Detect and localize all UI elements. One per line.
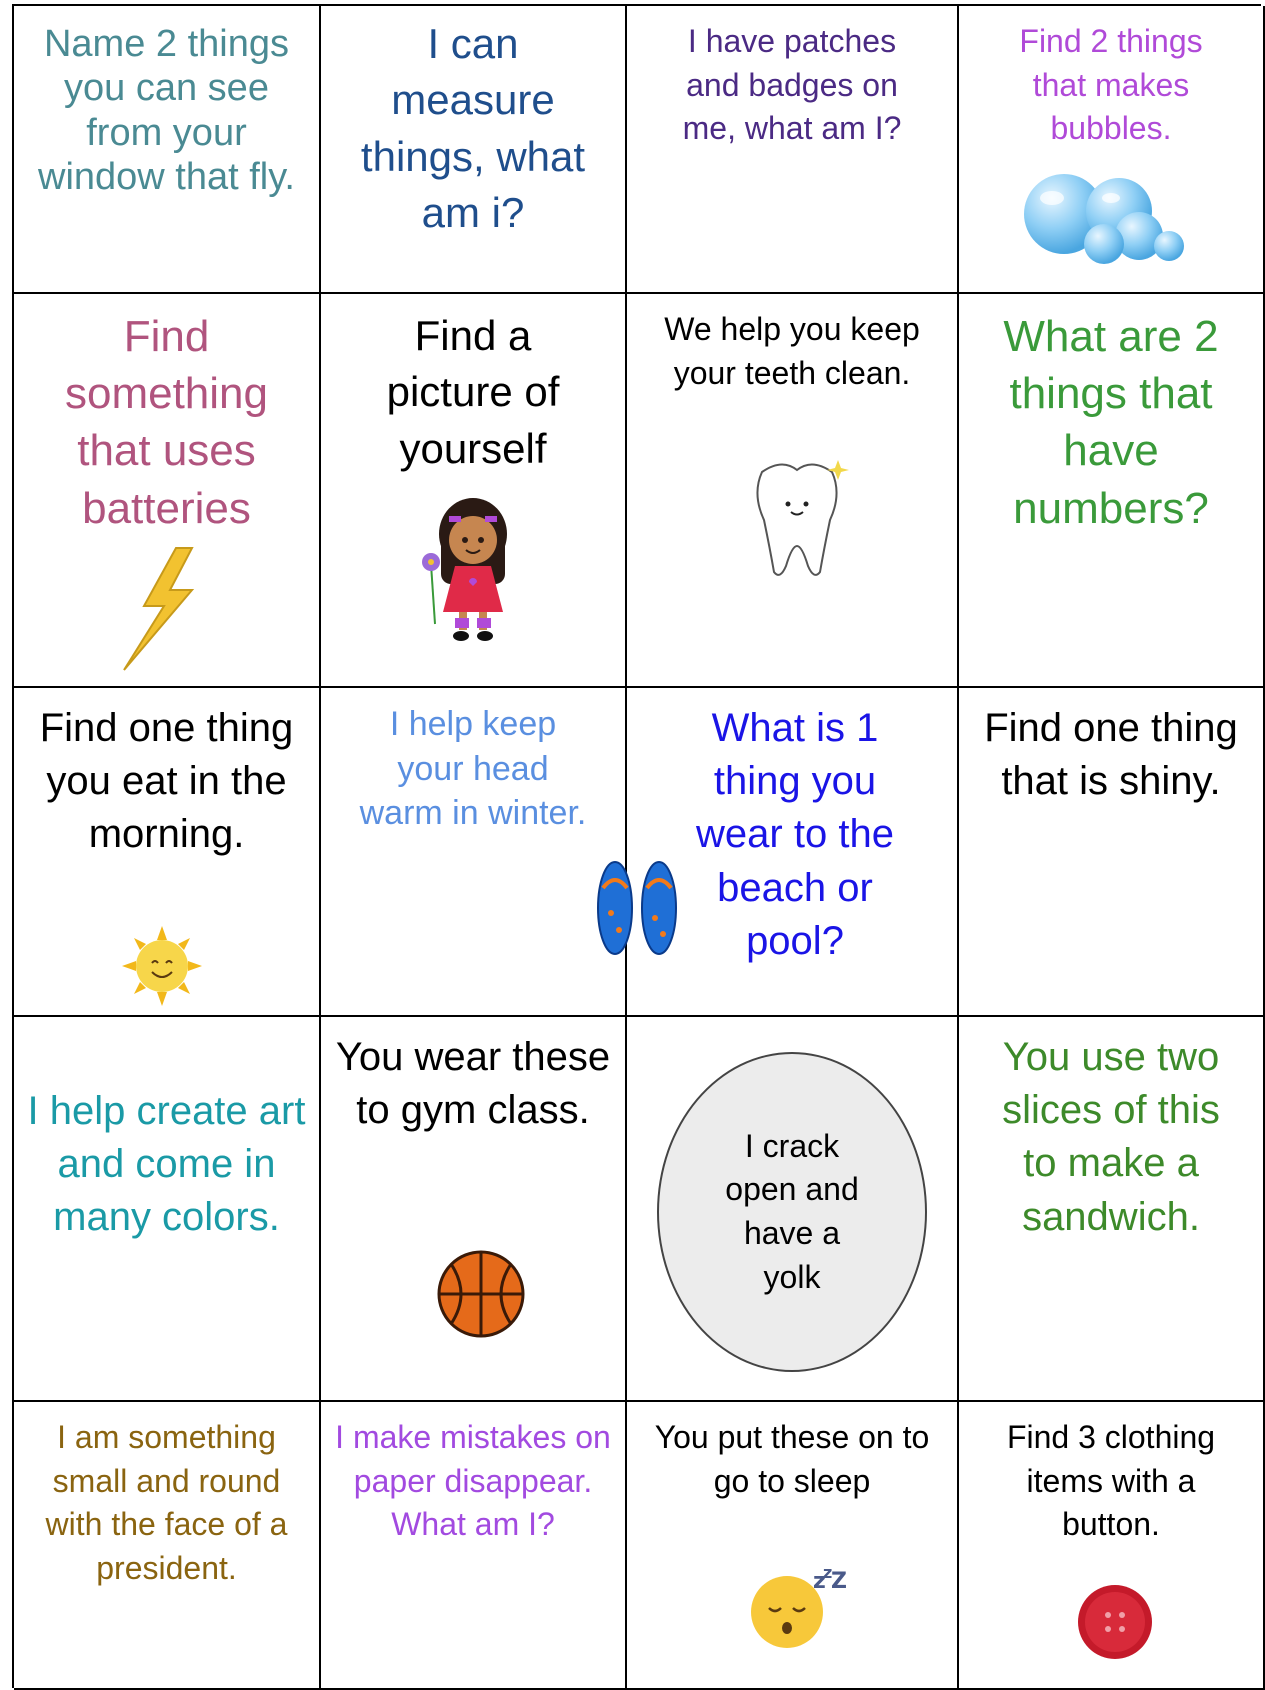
card-numbers (959, 294, 1265, 688)
card-crayons (14, 1017, 321, 1402)
card-text: We help you keep your teeth clean. (664, 311, 920, 391)
flip-flops-icon (593, 858, 683, 958)
sleeping-face-icon (745, 1562, 845, 1652)
card-egg (627, 1017, 959, 1402)
basketball-icon (436, 1249, 526, 1339)
card-text: I make mistakes on paper disappear. What am I? (335, 1419, 611, 1543)
card-text: I help create art and come in many colors. (27, 1089, 306, 1240)
card-ruler (321, 6, 627, 294)
girl-icon (411, 494, 531, 644)
card-toothbrush (627, 294, 959, 688)
card-birds (14, 6, 321, 294)
lightning-bolt-icon (114, 544, 204, 674)
sun-icon (122, 926, 202, 1006)
svg-text:z: z (823, 1563, 833, 1582)
card-bubbles (959, 6, 1265, 294)
card-text: I have patches and badges on me, what am I? (682, 23, 902, 147)
card-text: Find 2 things that makes bubbles. (1019, 23, 1203, 147)
card-text: Find something that uses batteries (64, 312, 268, 533)
svg-text:z: z (813, 1569, 826, 1594)
card-text: You wear these to gym class. (335, 1035, 611, 1133)
egg-oval (657, 1052, 927, 1372)
card-text: Find a picture of yourself (386, 312, 560, 472)
card-text: Find 3 clothing items with a button. (1006, 1419, 1216, 1543)
card-text: I help keep your head warm in winter. (359, 705, 587, 833)
card-eraser (321, 1402, 627, 1690)
card-shiny (959, 688, 1265, 1017)
card-text: What is 1 thing you wear to the beach or pool? (696, 706, 894, 963)
card-text: Find one thing you eat in the morning. (39, 706, 294, 857)
activity-card-grid (12, 4, 1261, 1688)
bubbles-icon (1019, 166, 1189, 266)
card-button (959, 1402, 1265, 1690)
card-bread (959, 1017, 1265, 1402)
card-patches (627, 6, 959, 294)
card-text: You use two slices of this to make a sandwich. (1002, 1035, 1220, 1239)
card-text: I am something small and round with the face of a president. (45, 1419, 288, 1586)
card-text: What are 2 things that have numbers? (1003, 312, 1219, 533)
card-pajamas (627, 1402, 959, 1690)
button-icon (1075, 1582, 1155, 1662)
card-breakfast (14, 688, 321, 1017)
card-batteries (14, 294, 321, 688)
svg-text:Z: Z (831, 1569, 847, 1594)
card-text: I can measure things, what am i? (360, 20, 586, 236)
tooth-icon (742, 454, 852, 584)
card-sneakers (321, 1017, 627, 1402)
card-hat (321, 688, 627, 1017)
card-text: Find one thing that is shiny. (984, 706, 1238, 804)
card-text: You put these on to go to sleep (654, 1419, 930, 1499)
card-text: Name 2 things you can see from your window that fly. (38, 23, 295, 199)
card-text: I crack open and have a yolk (725, 1127, 859, 1295)
card-penny (14, 1402, 321, 1690)
card-beach (627, 688, 959, 1017)
card-selfie (321, 294, 627, 688)
